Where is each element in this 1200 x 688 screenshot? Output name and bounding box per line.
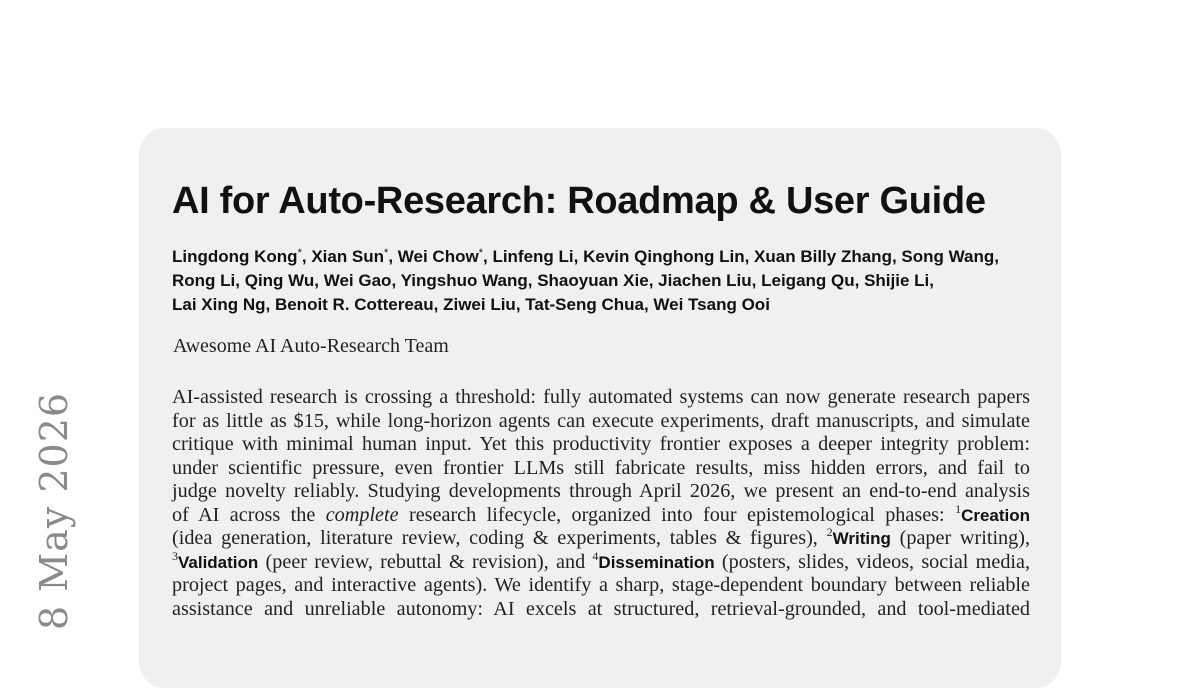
phase-creation: Creation — [961, 505, 1031, 525]
author-line: Lai Xing Ng, Benoit R. Cottereau, Ziwei Liu, Tat-Seng Chua, Wei Tsang Ooi — [172, 295, 770, 314]
phase-number: 3 — [172, 548, 178, 563]
abstract-line: assistance and unreliable autonomy: AI excels at structured, retrieval-grounded, and tool-mediated — [172, 597, 1030, 620]
paper-title: AI for Auto-Research: Roadmap & User Guide — [172, 180, 986, 222]
author-name: Linfeng Li — [492, 247, 574, 266]
arxiv-date-stamp — [22, 391, 82, 650]
abstract-line — [172, 527, 1030, 551]
equal-contribution-mark: * — [384, 247, 389, 259]
date-stamp-text: 8 May 2026 — [32, 391, 76, 630]
phase-number: 1 — [955, 501, 962, 516]
author-name: Shaoyuan Xie — [537, 271, 649, 290]
author-name: Xian Sun — [311, 247, 385, 266]
author-name: Ziwei Liu — [443, 295, 516, 314]
author-line: Lingdong Kong*, Xian Sun*, Wei Chow*, Linfeng Li, Kevin Qinghong Lin, Xuan Billy Zhang, Song Wang, — [172, 247, 999, 266]
author-line: Rong Li, Qing Wu, Wei Gao, Yingshuo Wang, Shaoyuan Xie, Jiachen Liu, Leigang Qu, Shijie Li, — [172, 271, 934, 290]
abstract-line: project pages, and interactive agents). We identify a sharp, stage-dependent boundary between reliable — [172, 574, 1030, 596]
text-run: (paper writing), — [899, 527, 1031, 549]
abstract-line: for as little as $15, while long-horizon agents can execute experiments, draft manuscripts, and simulate — [172, 409, 1030, 432]
equal-contribution-mark: * — [297, 247, 302, 259]
author-name: Shijie Li — [864, 271, 930, 290]
abstract-line — [172, 501, 1031, 528]
text-run: of AI across the — [172, 503, 316, 526]
team-name: Awesome AI Auto-Research Team — [173, 335, 449, 357]
author-name: Wei Chow — [397, 247, 479, 266]
author-name: Leigang Qu — [761, 271, 855, 290]
equal-contribution-mark: * — [478, 247, 483, 259]
author-name: Lai Xing Ng — [172, 295, 266, 314]
abstract-line: under scientific pressure, even frontier LLMs still fabricate results, miss hidden errors, and fail to — [172, 456, 1030, 479]
text-run: (idea generation, literature review, coding & experiments, tables & figures), — [172, 527, 818, 549]
abstract-line: judge novelty reliably. Studying developments through April 2026, we present an end-to-end analysis — [172, 480, 1030, 502]
phase-number: 2 — [826, 525, 833, 539]
author-name: Kevin Qinghong Lin — [583, 247, 745, 266]
abstract-line — [172, 548, 1031, 575]
author-name: Tat-Seng Chua — [525, 295, 644, 314]
author-name: Wei Gao — [323, 271, 392, 290]
phase-number: 4 — [592, 548, 599, 563]
author-name: Rong Li — [172, 271, 236, 290]
author-name: Yingshuo Wang — [400, 271, 528, 290]
phase-writing: Writing — [832, 529, 891, 548]
phase-validation: Validation — [178, 552, 259, 572]
text-run: research lifecycle, organized into four epistemological phases: — [409, 503, 945, 526]
phase-dissemination: Dissemination — [598, 552, 715, 572]
abstract — [172, 386, 1030, 621]
abstract-line: critique with minimal human input. Yet this productivity frontier exposes a deeper integrity problem: — [172, 433, 1030, 455]
abstract-line: AI-assisted research is crossing a threshold: fully automated systems can now generate research papers — [172, 386, 1030, 408]
text-run: (posters, slides, videos, social media, — [721, 550, 1031, 573]
text-run: (peer review, rebuttal & revision), and — [265, 550, 586, 573]
emphasis-complete: complete — [325, 503, 399, 526]
author-name: Lingdong Kong — [172, 247, 298, 266]
author-name: Jiachen Liu — [658, 271, 752, 290]
author-list — [172, 245, 1052, 317]
author-name: Xuan Billy Zhang — [754, 247, 892, 266]
author-name: Benoit R. Cottereau — [274, 295, 434, 314]
author-name: Wei Tsang Ooi — [653, 295, 770, 314]
author-name: Qing Wu — [244, 271, 315, 290]
author-name: Song Wang — [901, 247, 995, 266]
